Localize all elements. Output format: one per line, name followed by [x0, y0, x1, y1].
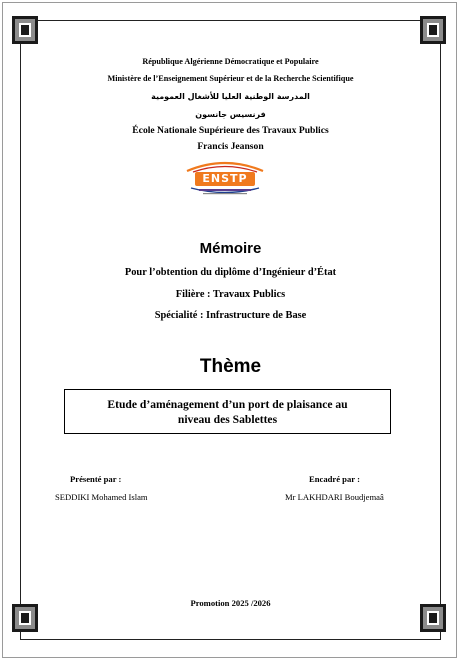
specialty-line: Spécialité : Infrastructure de Base	[154, 310, 307, 321]
supervisor-name: Mr LAKHDARI Boudjemaâ	[285, 492, 384, 502]
field-line: Filière : Travaux Publics	[175, 289, 286, 300]
corner-ornament-bottom-left	[12, 604, 38, 632]
supervised-by-label: Encadré par :	[309, 474, 360, 484]
school-name-arabic: المدرسة الوطنية العليا للأشغال العمومية	[151, 92, 310, 101]
presented-by-label: Présenté par :	[70, 474, 122, 484]
founder-name-french: Francis Jeanson	[197, 141, 264, 152]
theme-box	[64, 389, 391, 434]
corner-ornament-top-left	[12, 16, 38, 44]
school-name-french: École Nationale Supérieure des Travaux Publics	[132, 125, 329, 136]
theme-heading: Thème	[199, 356, 262, 377]
logo-text: ENSTP	[202, 172, 248, 185]
corner-ornament-bottom-right	[420, 604, 446, 632]
student-name: SEDDIKI Mohamed Islam	[55, 492, 148, 502]
theme-title-line-2: niveau des Sablettes	[177, 412, 278, 426]
theme-title-line-1: Etude d’aménagement d’un port de plaisance au	[107, 397, 348, 411]
founder-name-arabic: فرنسيس جانسون	[195, 110, 266, 119]
ministry-line: Ministère de l’Enseignement Supérieur et de la Recherche Scientifique	[107, 74, 354, 83]
promotion-line: Promotion 2025 /2026	[190, 598, 271, 608]
corner-ornament-top-right	[420, 16, 446, 44]
diploma-purpose: Pour l’obtention du diplôme d’Ingénieur d’État	[124, 267, 337, 278]
republic-line: République Algérienne Démocratique et Populaire	[142, 57, 319, 66]
document-type: Mémoire	[199, 240, 262, 257]
